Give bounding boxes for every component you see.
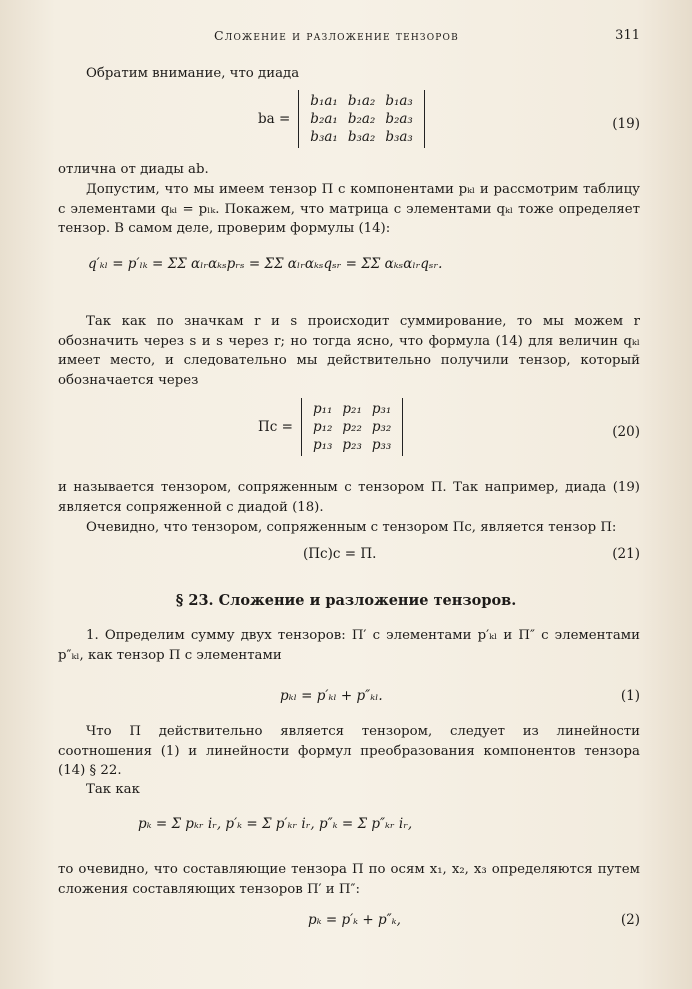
paragraph-4: Так как по значкам r и s происходит суммирование, то мы можем r обозначить через s и s через r; но тогда ясно, что формула (14) для величин qₖₗ имеет место, и следовательно мы действительно получили тензор, который обозначается через	[58, 314, 640, 388]
matrix-cell: b₁a₂	[347, 93, 376, 109]
matrix-cell: p₂₂	[342, 419, 362, 435]
paragraph-9: Так как	[86, 782, 140, 797]
matrix-cell: b₃a₁	[310, 129, 338, 145]
eq1-number: (1)	[620, 688, 640, 704]
matrix-row	[305, 92, 418, 110]
eq19-lhs: ba =	[258, 111, 291, 127]
matrix-row	[305, 128, 418, 146]
page-number: 311	[615, 28, 640, 43]
eq20-lhs: Пc =	[258, 419, 293, 435]
eq19-number: (19)	[612, 116, 640, 132]
paragraph-5: и называется тензором, сопряженным с тензором П. Так например, диада (19) является сопряженной с диадой (18).	[58, 480, 640, 515]
paragraph-3: Допустим, что мы имеем тензор П с компонентами pₖₗ и рассмотрим таблицу с элементами qₖₗ = pₗₖ. Покажем, что матрица с элементами qₖₗ тоже определяет тензор. В самом деле, проверим формулы (14):	[58, 182, 640, 237]
matrix-cell: p₂₃	[342, 437, 362, 453]
running-header	[0, 28, 692, 48]
matrix-cell: b₁a₁	[310, 93, 338, 109]
matrix-cell: b₁a₃	[385, 93, 413, 109]
eq20-matrix	[301, 398, 403, 456]
paragraph-8: Что П действительно является тензором, следует из линейности соотношения (1) и линейности формул преобразования компонентов тензора (14) § 22.	[58, 724, 640, 779]
matrix-row	[308, 400, 396, 418]
matrix-cell: b₂a₃	[385, 111, 413, 127]
eq21-formula: (Пc)c = П.	[303, 546, 377, 562]
equation-19	[58, 90, 640, 160]
equation-20	[58, 398, 640, 470]
eq20-number: (20)	[612, 424, 640, 440]
matrix-cell: b₂a₂	[347, 111, 376, 127]
paragraph-7: 1. Определим сумму двух тензоров: П′ с элементами p′ₖₗ и П″ с элементами p″ₖₗ, как тензор П с элементами	[58, 628, 640, 663]
matrix-cell: p₁₂	[312, 419, 333, 435]
matrix-row	[305, 110, 418, 128]
header-title: Сложение и разложение тензоров	[214, 28, 459, 43]
matrix-row	[308, 436, 396, 454]
paragraph-2: отлична от диады ab.	[58, 162, 209, 177]
matrix-row	[308, 418, 396, 436]
equation-k	[58, 808, 640, 848]
matrix-cell: p₁₃	[312, 437, 333, 453]
section-heading: § 23. Сложение и разложение тензоров.	[175, 592, 517, 609]
eq1-formula: pₖₗ = p′ₖₗ + p″ₖₗ.	[280, 688, 383, 704]
eq2-number: (2)	[620, 912, 640, 928]
matrix-cell: b₃a₂	[347, 129, 376, 145]
paragraph-6: Очевидно, что тензором, сопряженным с тензором Пc, является тензор П:	[86, 520, 617, 535]
equation-21	[58, 546, 640, 570]
equation-2	[58, 912, 640, 940]
eq2-formula: pₖ = p′ₖ + p″ₖ,	[308, 912, 401, 928]
eq21-number: (21)	[612, 546, 640, 562]
matrix-cell: p₃₃	[371, 437, 392, 453]
matrix-cell: p₃₂	[371, 419, 392, 435]
equation-1	[58, 688, 640, 712]
matrix-cell: b₂a₁	[310, 111, 338, 127]
paragraph-1: Обратим внимание, что диада	[86, 66, 300, 81]
matrix-cell: p₁₁	[312, 401, 333, 417]
matrix-cell: p₃₁	[371, 401, 392, 417]
eq14-formula: q′ₖₗ = p′ₗₖ = ΣΣ αₗᵣαₖₛpᵣₛ = ΣΣ αₗᵣαₖₛqₛᵣ = ΣΣ αₖₛαₗᵣqₛᵣ.	[88, 256, 443, 272]
paragraph-10: то очевидно, что составляющие тензора П по осям x₁, x₂, x₃ определяются путем сложения составляющих тензоров П′ и П″:	[58, 862, 640, 897]
equation-14	[58, 246, 640, 292]
eq19-matrix	[298, 90, 425, 148]
matrix-cell: b₃a₃	[385, 129, 413, 145]
eqk-formula: pₖ = Σ pₖᵣ iᵣ, p′ₖ = Σ p′ₖᵣ iᵣ, p″ₖ = Σ p″ₖᵣ iᵣ,	[138, 816, 413, 832]
matrix-cell: p₂₁	[342, 401, 362, 417]
